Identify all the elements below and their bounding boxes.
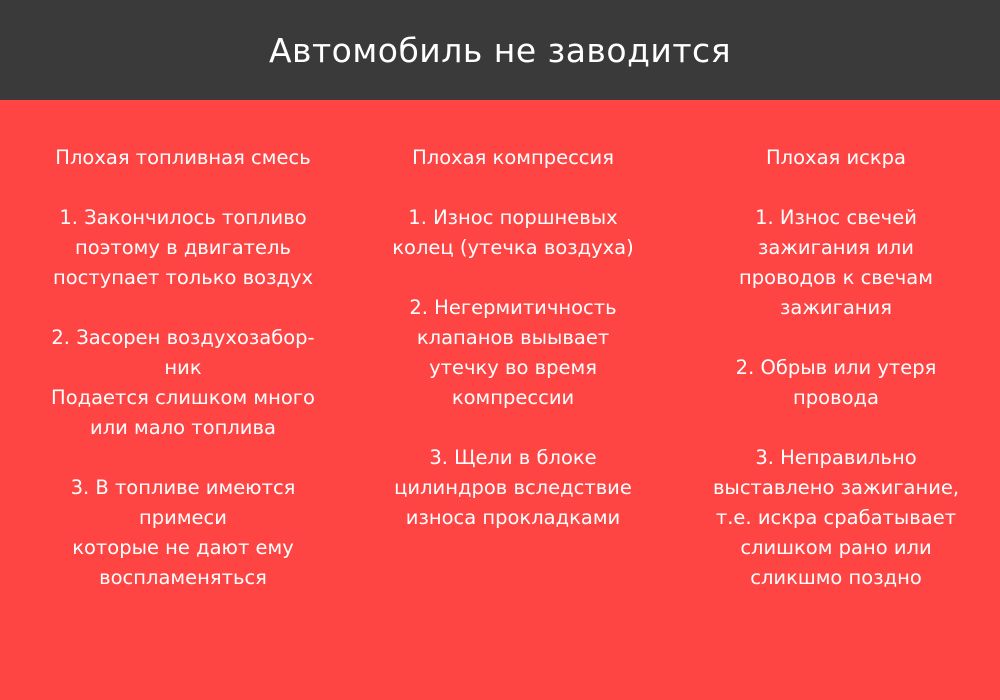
- column-heading: Плохая искра: [766, 146, 906, 169]
- column-bad-compression: [346, 143, 680, 533]
- cause-item: 3. В топливе имеются примеси которые не дают ему воспламеняться: [70, 476, 296, 589]
- column-heading: Плохая топливная смесь: [55, 146, 311, 169]
- page-title: Автомобиль не заводится: [268, 30, 732, 70]
- cause-item: 3. Щели в блоке цилиндров вследствие износа прокладками: [394, 446, 632, 529]
- cause-item: 1. Износ поршневых колец (утечка воздуха): [392, 206, 634, 259]
- cause-item: 1. Износ свечей зажигания или проводов к свечам зажигания: [739, 206, 933, 319]
- column-bad-fuel-mixture: [0, 143, 366, 593]
- cause-item: 3. Неправильно выставлено зажигание, т.е. искра срабатывает слишком рано или сликшмо поздно: [712, 446, 960, 589]
- cause-item: 2. Засорен воздухозабор- ник Подается слишком много или мало топлива: [51, 326, 315, 439]
- cause-item: 2. Негермитичность клапанов выывает утечку во время компрессии: [409, 296, 617, 409]
- title-bar: [0, 0, 1000, 100]
- column-heading: Плохая компрессия: [412, 146, 614, 169]
- cause-item: 2. Обрыв или утеря провода: [735, 356, 937, 409]
- column-bad-spark: [672, 143, 1000, 593]
- cause-item: 1. Закончилось топливо поэтому в двигатель поступает только воздух: [52, 206, 314, 289]
